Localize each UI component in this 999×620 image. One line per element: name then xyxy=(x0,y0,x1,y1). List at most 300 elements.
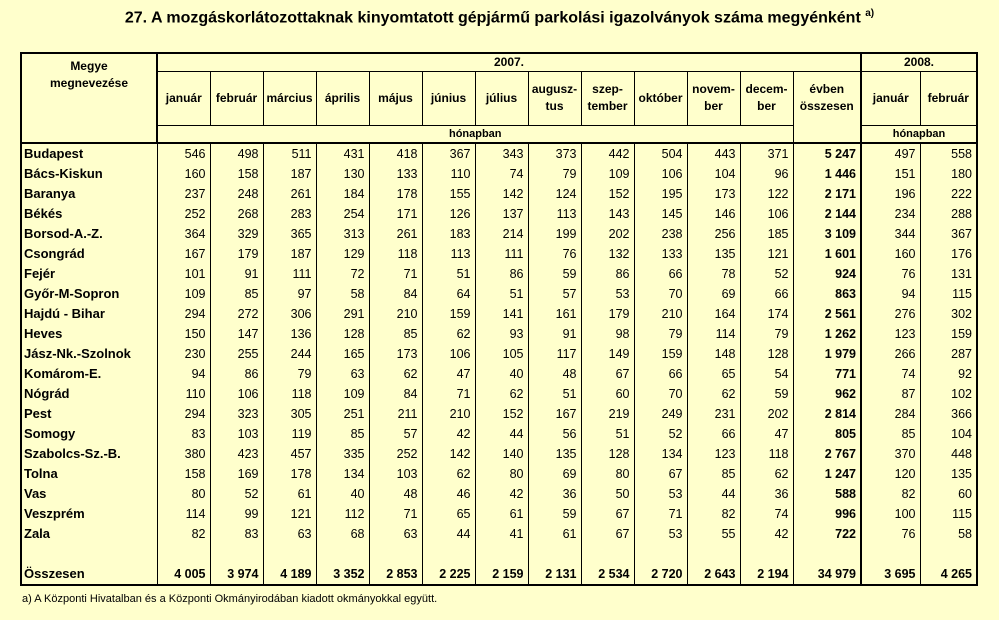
month-header-2007-12: decem- ber xyxy=(740,71,793,125)
month-value: 150 xyxy=(157,324,210,344)
month-value: 80 xyxy=(157,484,210,504)
spacer-cell xyxy=(475,544,528,564)
county-name: Nógrád xyxy=(21,384,157,404)
month-value: 44 xyxy=(422,524,475,544)
spacer-cell xyxy=(861,544,920,564)
month-value: 133 xyxy=(634,244,687,264)
month-value: 111 xyxy=(475,244,528,264)
month-value: 167 xyxy=(528,404,581,424)
month-value: 210 xyxy=(422,404,475,424)
month-value: 40 xyxy=(316,484,369,504)
month-value: 365 xyxy=(263,224,316,244)
month-value: 184 xyxy=(316,184,369,204)
month-value: 4 005 xyxy=(157,564,210,585)
month-value: 98 xyxy=(581,324,634,344)
month-value: 106 xyxy=(422,344,475,364)
month-value: 60 xyxy=(581,384,634,404)
month-value: 124 xyxy=(528,184,581,204)
spacer-cell xyxy=(920,544,977,564)
year-total-value: 1 979 xyxy=(793,344,861,364)
month-value: 67 xyxy=(581,504,634,524)
month-value: 179 xyxy=(210,244,263,264)
month-value-2008: 3 695 xyxy=(861,564,920,585)
month-value: 261 xyxy=(369,224,422,244)
year-total-value: 2 814 xyxy=(793,404,861,424)
month-value-2008: 94 xyxy=(861,284,920,304)
data-table xyxy=(20,52,978,586)
year-total-value: 863 xyxy=(793,284,861,304)
month-value: 109 xyxy=(581,164,634,184)
month-value: 86 xyxy=(475,264,528,284)
month-value: 185 xyxy=(740,224,793,244)
month-value: 83 xyxy=(210,524,263,544)
table-row xyxy=(21,324,977,344)
county-name: Somogy xyxy=(21,424,157,444)
month-value-2008: 276 xyxy=(861,304,920,324)
month-value: 195 xyxy=(634,184,687,204)
table-row xyxy=(21,304,977,324)
month-value: 135 xyxy=(687,244,740,264)
month-value: 152 xyxy=(581,184,634,204)
month-value: 121 xyxy=(740,244,793,264)
month-value: 62 xyxy=(740,464,793,484)
month-value: 164 xyxy=(687,304,740,324)
month-value: 41 xyxy=(475,524,528,544)
month-value: 135 xyxy=(528,444,581,464)
spacer-cell xyxy=(369,544,422,564)
spacer-cell xyxy=(21,544,157,564)
month-value: 251 xyxy=(316,404,369,424)
month-value: 62 xyxy=(422,324,475,344)
month-value: 79 xyxy=(634,324,687,344)
month-value: 129 xyxy=(316,244,369,264)
month-value: 42 xyxy=(740,524,793,544)
month-value: 54 xyxy=(740,364,793,384)
month-value: 122 xyxy=(740,184,793,204)
year-total-value: 1 262 xyxy=(793,324,861,344)
month-value-2008: 115 xyxy=(920,284,977,304)
year-2007-header: 2007. xyxy=(157,53,861,71)
spacer-cell xyxy=(581,544,634,564)
month-value: 158 xyxy=(210,164,263,184)
month-value: 66 xyxy=(634,264,687,284)
month-value: 145 xyxy=(634,204,687,224)
month-value: 231 xyxy=(687,404,740,424)
month-value: 82 xyxy=(157,524,210,544)
month-value: 128 xyxy=(740,344,793,364)
year-total-value: 2 144 xyxy=(793,204,861,224)
month-value: 3 352 xyxy=(316,564,369,585)
table-row xyxy=(21,204,977,224)
month-value-2008: 100 xyxy=(861,504,920,524)
month-value: 142 xyxy=(422,444,475,464)
month-value: 254 xyxy=(316,204,369,224)
county-name: Összesen xyxy=(21,564,157,585)
month-value: 65 xyxy=(687,364,740,384)
county-column-header: Megye megnevezése xyxy=(21,53,157,143)
month-value-2008: 287 xyxy=(920,344,977,364)
table-row xyxy=(21,184,977,204)
year-total-value: 3 109 xyxy=(793,224,861,244)
month-value: 147 xyxy=(210,324,263,344)
month-value: 443 xyxy=(687,143,740,164)
month-value: 161 xyxy=(528,304,581,324)
month-value: 202 xyxy=(740,404,793,424)
month-value-2008: 120 xyxy=(861,464,920,484)
month-value: 47 xyxy=(422,364,475,384)
month-value: 79 xyxy=(740,324,793,344)
table-row xyxy=(21,284,977,304)
table-row xyxy=(21,464,977,484)
year-total-value: 588 xyxy=(793,484,861,504)
month-value: 80 xyxy=(475,464,528,484)
total-row xyxy=(21,564,977,585)
month-value: 61 xyxy=(475,504,528,524)
month-value: 66 xyxy=(634,364,687,384)
month-value: 211 xyxy=(369,404,422,424)
month-value: 69 xyxy=(687,284,740,304)
year-total-value: 2 171 xyxy=(793,184,861,204)
month-value: 2 720 xyxy=(634,564,687,585)
year-total-value: 722 xyxy=(793,524,861,544)
table-row xyxy=(21,224,977,244)
month-value-2008: 60 xyxy=(920,484,977,504)
month-value: 219 xyxy=(581,404,634,424)
month-value: 67 xyxy=(581,364,634,384)
month-value: 179 xyxy=(581,304,634,324)
month-value: 67 xyxy=(634,464,687,484)
month-value: 52 xyxy=(210,484,263,504)
month-value: 106 xyxy=(740,204,793,224)
table-row xyxy=(21,444,977,464)
year-total-value: 1 601 xyxy=(793,244,861,264)
month-value: 86 xyxy=(210,364,263,384)
month-value-2008: 115 xyxy=(920,504,977,524)
month-value: 230 xyxy=(157,344,210,364)
month-value-2008: 92 xyxy=(920,364,977,384)
month-value: 118 xyxy=(263,384,316,404)
table-row xyxy=(21,404,977,424)
title-footnote-mark: a) xyxy=(865,8,875,19)
month-value: 134 xyxy=(316,464,369,484)
month-value: 103 xyxy=(369,464,422,484)
month-value: 71 xyxy=(634,504,687,524)
month-value: 96 xyxy=(740,164,793,184)
table-row xyxy=(21,364,977,384)
month-value: 323 xyxy=(210,404,263,424)
month-value: 68 xyxy=(316,524,369,544)
table-row xyxy=(21,143,977,164)
year-total-value: 34 979 xyxy=(793,564,861,585)
month-value-2008: 87 xyxy=(861,384,920,404)
month-value: 62 xyxy=(687,384,740,404)
month-value: 511 xyxy=(263,143,316,164)
month-value: 291 xyxy=(316,304,369,324)
month-value: 59 xyxy=(528,264,581,284)
month-value: 121 xyxy=(263,504,316,524)
month-value: 36 xyxy=(528,484,581,504)
page-title xyxy=(0,8,999,27)
month-value: 3 974 xyxy=(210,564,263,585)
month-value-2008: 82 xyxy=(861,484,920,504)
month-value: 76 xyxy=(528,244,581,264)
month-value: 136 xyxy=(263,324,316,344)
month-value: 423 xyxy=(210,444,263,464)
month-value: 126 xyxy=(422,204,475,224)
month-value: 99 xyxy=(210,504,263,524)
month-value: 114 xyxy=(687,324,740,344)
year-total-header: évben összesen xyxy=(793,71,861,125)
month-value: 58 xyxy=(316,284,369,304)
month-value: 110 xyxy=(157,384,210,404)
month-value: 111 xyxy=(263,264,316,284)
month-value: 61 xyxy=(528,524,581,544)
month-value: 109 xyxy=(316,384,369,404)
month-value: 134 xyxy=(634,444,687,464)
month-value: 85 xyxy=(369,324,422,344)
month-value: 44 xyxy=(687,484,740,504)
month-value: 159 xyxy=(422,304,475,324)
month-value: 367 xyxy=(422,143,475,164)
month-value: 113 xyxy=(422,244,475,264)
spacer-cell xyxy=(316,544,369,564)
month-value: 57 xyxy=(528,284,581,304)
month-value: 79 xyxy=(528,164,581,184)
month-header-2007-11: novem- ber xyxy=(687,71,740,125)
month-value: 51 xyxy=(475,284,528,304)
month-value: 171 xyxy=(369,204,422,224)
spacer-cell xyxy=(793,544,861,564)
month-value: 294 xyxy=(157,304,210,324)
spacer-row xyxy=(21,544,977,564)
spacer-cell xyxy=(528,544,581,564)
month-value: 256 xyxy=(687,224,740,244)
year-total-value: 2 561 xyxy=(793,304,861,324)
county-name: Szabolcs-Sz.-B. xyxy=(21,444,157,464)
month-value: 418 xyxy=(369,143,422,164)
month-value: 91 xyxy=(210,264,263,284)
month-value: 380 xyxy=(157,444,210,464)
title-text: 27. A mozgáskorlátozottaknak kinyomtatott gépjármű parkolási igazolványok száma megyénként xyxy=(124,9,861,27)
month-value: 210 xyxy=(369,304,422,324)
month-value: 56 xyxy=(528,424,581,444)
month-value: 283 xyxy=(263,204,316,224)
month-value: 118 xyxy=(740,444,793,464)
month-header-2007-2: február xyxy=(210,71,263,125)
month-value-2008: 302 xyxy=(920,304,977,324)
year-total-value: 5 247 xyxy=(793,143,861,164)
month-value: 173 xyxy=(687,184,740,204)
month-value-2008: 131 xyxy=(920,264,977,284)
year-total-value: 2 767 xyxy=(793,444,861,464)
month-value: 84 xyxy=(369,384,422,404)
month-value: 109 xyxy=(157,284,210,304)
county-name: Budapest xyxy=(21,143,157,164)
month-value: 371 xyxy=(740,143,793,164)
month-value: 498 xyxy=(210,143,263,164)
month-value: 152 xyxy=(475,404,528,424)
month-value: 2 159 xyxy=(475,564,528,585)
month-value: 244 xyxy=(263,344,316,364)
month-value: 114 xyxy=(157,504,210,524)
month-header-2007-3: március xyxy=(263,71,316,125)
month-value: 106 xyxy=(210,384,263,404)
month-value: 214 xyxy=(475,224,528,244)
month-header-2007-1: január xyxy=(157,71,210,125)
month-value: 252 xyxy=(157,204,210,224)
county-name: Hajdú - Bihar xyxy=(21,304,157,324)
month-value: 2 194 xyxy=(740,564,793,585)
county-name: Zala xyxy=(21,524,157,544)
month-value: 249 xyxy=(634,404,687,424)
table-row xyxy=(21,384,977,404)
month-value: 94 xyxy=(157,364,210,384)
year-2008-header: 2008. xyxy=(861,53,977,71)
month-value: 133 xyxy=(369,164,422,184)
month-value: 442 xyxy=(581,143,634,164)
month-value-2008: 151 xyxy=(861,164,920,184)
month-value: 158 xyxy=(157,464,210,484)
month-value: 70 xyxy=(634,384,687,404)
month-value: 261 xyxy=(263,184,316,204)
county-name: Heves xyxy=(21,324,157,344)
month-value-2008: 135 xyxy=(920,464,977,484)
month-value: 85 xyxy=(316,424,369,444)
month-value: 83 xyxy=(157,424,210,444)
month-value-2008: 123 xyxy=(861,324,920,344)
month-value: 140 xyxy=(475,444,528,464)
month-header-2007-7: július xyxy=(475,71,528,125)
year-total-spacer xyxy=(793,125,861,143)
month-value: 51 xyxy=(422,264,475,284)
spacer-cell xyxy=(687,544,740,564)
county-name: Vas xyxy=(21,484,157,504)
spacer-cell xyxy=(634,544,687,564)
month-value-2008: 58 xyxy=(920,524,977,544)
county-name: Pest xyxy=(21,404,157,424)
month-value: 55 xyxy=(687,524,740,544)
month-value: 48 xyxy=(369,484,422,504)
month-value: 306 xyxy=(263,304,316,324)
month-value: 59 xyxy=(528,504,581,524)
month-value: 66 xyxy=(687,424,740,444)
county-name: Jász-Nk.-Szolnok xyxy=(21,344,157,364)
county-name: Győr-M-Sopron xyxy=(21,284,157,304)
month-value: 4 189 xyxy=(263,564,316,585)
month-value-2008: 76 xyxy=(861,524,920,544)
month-value: 105 xyxy=(475,344,528,364)
month-value-2008: 366 xyxy=(920,404,977,424)
year-total-value: 1 247 xyxy=(793,464,861,484)
table-row xyxy=(21,164,977,184)
month-value: 40 xyxy=(475,364,528,384)
month-value: 36 xyxy=(740,484,793,504)
month-value: 71 xyxy=(422,384,475,404)
month-value-2008: 104 xyxy=(920,424,977,444)
month-value: 178 xyxy=(369,184,422,204)
month-value-2008: 266 xyxy=(861,344,920,364)
month-value: 53 xyxy=(581,284,634,304)
month-value: 2 853 xyxy=(369,564,422,585)
month-value: 85 xyxy=(687,464,740,484)
month-value: 202 xyxy=(581,224,634,244)
month-value: 106 xyxy=(634,164,687,184)
month-value: 101 xyxy=(157,264,210,284)
month-value: 364 xyxy=(157,224,210,244)
month-value: 104 xyxy=(687,164,740,184)
month-value-2008: 284 xyxy=(861,404,920,424)
month-value: 62 xyxy=(369,364,422,384)
month-value: 2 131 xyxy=(528,564,581,585)
month-value: 160 xyxy=(157,164,210,184)
month-value: 132 xyxy=(581,244,634,264)
month-value-2008: 180 xyxy=(920,164,977,184)
county-name: Csongrád xyxy=(21,244,157,264)
month-value: 66 xyxy=(740,284,793,304)
month-value: 103 xyxy=(210,424,263,444)
month-value: 85 xyxy=(210,284,263,304)
spacer-cell xyxy=(740,544,793,564)
month-header-2008-2: február xyxy=(920,71,977,125)
month-value: 268 xyxy=(210,204,263,224)
month-value-2008: 176 xyxy=(920,244,977,264)
month-value: 187 xyxy=(263,164,316,184)
month-value: 79 xyxy=(263,364,316,384)
month-value: 51 xyxy=(528,384,581,404)
month-header-2007-10: október xyxy=(634,71,687,125)
month-value: 238 xyxy=(634,224,687,244)
month-value: 42 xyxy=(422,424,475,444)
month-value: 183 xyxy=(422,224,475,244)
month-header-2007-5: május xyxy=(369,71,422,125)
county-name: Fejér xyxy=(21,264,157,284)
month-value: 86 xyxy=(581,264,634,284)
table-row xyxy=(21,504,977,524)
month-value: 80 xyxy=(581,464,634,484)
month-value: 2 225 xyxy=(422,564,475,585)
month-value: 63 xyxy=(263,524,316,544)
month-value: 70 xyxy=(634,284,687,304)
month-header-2007-4: április xyxy=(316,71,369,125)
month-value-2008: 160 xyxy=(861,244,920,264)
month-value: 142 xyxy=(475,184,528,204)
month-value-2008: 344 xyxy=(861,224,920,244)
month-value: 53 xyxy=(634,524,687,544)
month-value: 119 xyxy=(263,424,316,444)
month-value-2008: 222 xyxy=(920,184,977,204)
month-value: 457 xyxy=(263,444,316,464)
month-value: 335 xyxy=(316,444,369,464)
month-value: 71 xyxy=(369,504,422,524)
county-name: Bács-Kiskun xyxy=(21,164,157,184)
month-value: 93 xyxy=(475,324,528,344)
month-value: 237 xyxy=(157,184,210,204)
month-header-2007-8: augusz- tus xyxy=(528,71,581,125)
month-value: 159 xyxy=(634,344,687,364)
month-value-2008: 497 xyxy=(861,143,920,164)
month-value: 2 643 xyxy=(687,564,740,585)
month-value-2008: 85 xyxy=(861,424,920,444)
month-value: 504 xyxy=(634,143,687,164)
month-value: 51 xyxy=(581,424,634,444)
table-row xyxy=(21,344,977,364)
unit-label-2007: hónapban xyxy=(157,125,793,143)
month-value: 329 xyxy=(210,224,263,244)
month-value: 82 xyxy=(687,504,740,524)
month-value: 52 xyxy=(634,424,687,444)
table-row xyxy=(21,244,977,264)
month-value: 46 xyxy=(422,484,475,504)
